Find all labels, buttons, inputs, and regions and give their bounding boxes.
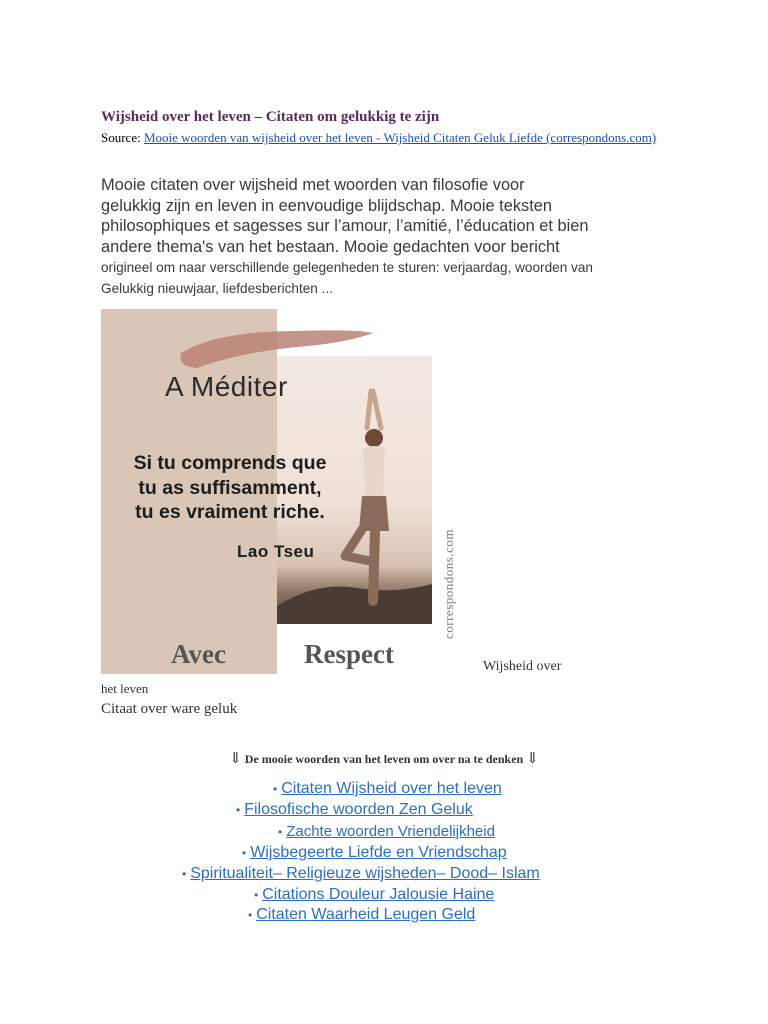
bullet-icon: • — [182, 867, 187, 881]
quote-line: tu es vraiment riche. — [135, 501, 325, 523]
image-watermark: correspondons.com — [441, 529, 456, 639]
related-link[interactable]: • Citaten Waarheid Leugen Geld — [248, 906, 476, 923]
bullet-icon: • — [242, 846, 247, 860]
related-link[interactable]: • Wijsbegeerte Liefde en Vriendschap — [242, 844, 507, 861]
intro-line: andere thema's van het bestaan. Mooie gedachten voor bericht — [101, 237, 560, 256]
brush-stroke — [177, 323, 377, 373]
bullet-icon: • — [236, 803, 241, 817]
intro-line: Gelukkig nieuwjaar, liefdesberichten ... — [101, 281, 333, 296]
links-heading-text: De mooie woorden van het leven om over na te denken — [244, 752, 524, 766]
image-word-avec: Avec — [171, 639, 226, 669]
intro-line: philosophiques et sagesses sur l’amour, l’amitié, l’éducation et bien — [101, 217, 589, 235]
quote-line: tu as suffisamment, — [138, 476, 322, 499]
bullet-icon: • — [273, 782, 278, 796]
image-heading: A Méditer — [165, 371, 288, 402]
intro-paragraph-continued — [101, 257, 701, 299]
image-caption-right: Wijsheid over — [483, 659, 562, 674]
quote-line: Si tu comprends que — [133, 452, 327, 474]
quote-image — [101, 309, 491, 674]
intro-line: Mooie citaten over wijsheid met woorden van filosofie voor — [101, 176, 525, 194]
intro-line: gelukkig zijn en leven in eenvoudige blijdschap. Mooie teksten — [101, 196, 553, 215]
related-link[interactable]: • Citations Douleur Jalousie Haine — [254, 886, 495, 903]
links-heading — [0, 749, 768, 768]
source-line — [101, 130, 656, 146]
down-arrow-icon: ⇓ — [229, 751, 242, 767]
image-word-respect: Respect — [304, 639, 394, 669]
intro-line: origineel om naar verschillende gelegenheden te sturen: verjaardag, woorden van — [101, 260, 593, 275]
related-link[interactable]: • Citaten Wijsheid over het leven — [273, 780, 502, 797]
document-title: Wijsheid over het leven – Citaten om gelukkig te zijn — [101, 109, 440, 125]
related-link[interactable]: • Filosofische woorden Zen Geluk — [236, 801, 473, 818]
quote-author: Lao Tseu — [237, 542, 315, 561]
bullet-icon: • — [254, 888, 259, 902]
image-subcaption: Citaat over ware geluk — [101, 701, 238, 717]
related-link[interactable]: • Zachte woorden Vriendelijkheid — [278, 823, 495, 840]
image-quote — [105, 451, 355, 525]
bullet-icon: • — [248, 908, 253, 922]
source-label: Source: — [101, 130, 141, 145]
bullet-icon: • — [278, 825, 283, 839]
down-arrow-icon: ⇓ — [526, 751, 539, 767]
intro-paragraph — [101, 175, 661, 257]
related-link[interactable]: • Spiritualiteit– Religieuze wijsheden– Dood– Islam — [182, 865, 540, 882]
source-link[interactable]: Mooie woorden van wijsheid over het leven - Wijsheid Citaten Geluk Liefde (correspondons.com) — [143, 130, 657, 145]
image-caption-left: het leven — [101, 681, 149, 696]
